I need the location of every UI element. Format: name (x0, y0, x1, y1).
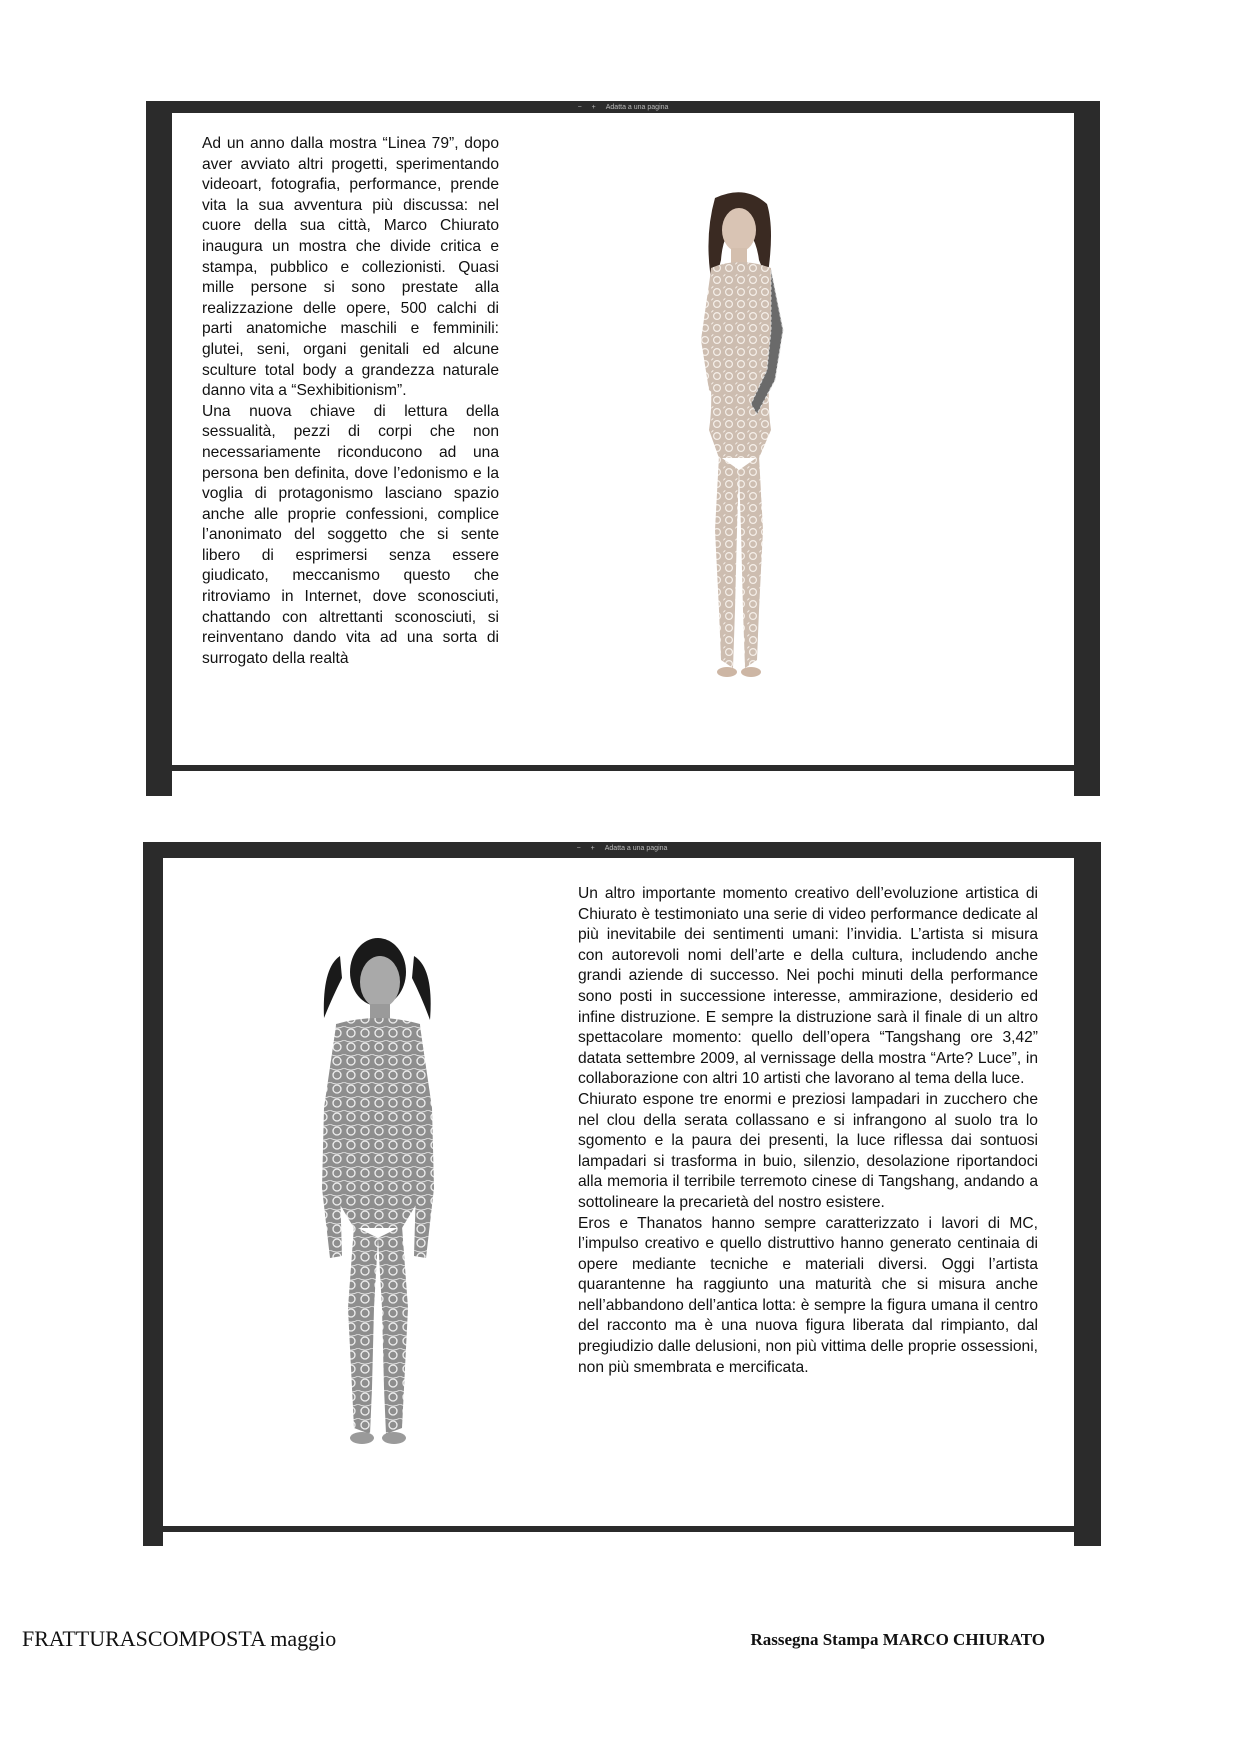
article-text-1 (202, 134, 499, 669)
next-page-edge (172, 771, 1074, 796)
fit-page-label[interactable]: Adatta a una pagina (604, 844, 668, 852)
viewer-toolbar (146, 101, 1100, 113)
figure-photo-woman (675, 190, 805, 682)
zoom-in-button[interactable]: + (591, 103, 596, 111)
zoom-in-button[interactable]: + (590, 844, 595, 852)
paragraph: Ad un anno dalla mostra “Linea 79”, dopo aver avviato altri progetti, sperimentando videoart, fotografia, performance, prende vita la sua avventura più discussa: nel cuore della sua città, Marco Chiurato inaugura un mostra che divide critica e stampa, pubblico e collezionisti. Quasi mille persone si sono prestate alla realizzazione delle opere, 500 calchi di parti anatomiche maschili e femminili: glutei, seni, organi genitali ed alcune sculture total body a grandezza naturale danno vita a “Sexhibitionism”. (202, 135, 499, 400)
paragraph: Eros e Thanatos hanno sempre caratterizzato i lavori di MC, l’impulso creativo e quello distruttivo hanno generato centinaia di opere mediante tecniche e materiali diversi. Oggi l’artista quarantenne ha raggiunto una maturità che si misura anche nell’abbandono dell’antica lotta: è sempre la figura umana il centro del racconto ma è una nuova figura liberata dal rimpianto, dal pregiudizio dalle delusioni, non più vittima delle proprie ossessioni, non più smembrata e mercificata. (578, 1214, 1038, 1376)
footer-title: Rassegna Stampa MARCO CHIURATO (750, 1630, 1045, 1649)
figure-photo-woman-pigtails (302, 928, 452, 1448)
next-page-edge (163, 1532, 1074, 1546)
viewer-toolbar (143, 842, 1101, 854)
zoom-out-button[interactable]: − (576, 844, 581, 852)
article-text-2 (578, 884, 1038, 1378)
footer-publication: FRATTURASCOMPOSTA maggio (22, 1626, 337, 1651)
zoom-out-button[interactable]: − (577, 103, 582, 111)
paragraph: Un altro importante momento creativo dell’evoluzione artistica di Chiurato è testimoniato una serie di video performance dedicate al più inevitabile dei sentimenti umani: l’invidia. L’artista si misura con autorevoli nomi dell’arte e della cultura, includendo anche grandi aziende di successo. Nei pochi minuti della performance sono posti in successione interesse, ammirazione, desiderio ed infine distruzione. E sempre la distruzione sarà il finale di un altro spettacolare momento: quello dell’opera “Tangshang ore 3,42” datata settembre 2009, al vernissage della mostra “Arte? Luce”, in collaborazione con altri 10 artisti che lavorano al tema della luce. (578, 885, 1038, 1088)
paragraph: Chiurato espone tre enormi e preziosi lampadari in zucchero che nel clou della serata collassano e si infrangono al suolo tra lo sgomento e la paura dei presenti, la luce riflessa dai sontuosi lampadari si trasforma in buio, silenzio, desolazione riportandoci alla memoria il terribile terremoto cinese di Tangshang, andando a sottolineare la precarietà del nostro esistere. (578, 1090, 1038, 1211)
fit-page-label[interactable]: Adatta a una pagina (605, 103, 669, 111)
paragraph: Una nuova chiave di lettura della sessualità, pezzi di corpi che non necessariamente riconducono ad una persona ben definita, dove l’edonismo e la voglia di protagonismo lasciano spazio anche alle proprie confessioni, complice l’anonimato del soggetto che si sente libero di esprimersi senza essere giudicato, meccanismo questo che ritroviamo in Internet, dove sconosciuti, chattando con altrettanti sconosciuti, si reinventano dando vita ad una sorta di surrogato della realtà (202, 402, 499, 667)
